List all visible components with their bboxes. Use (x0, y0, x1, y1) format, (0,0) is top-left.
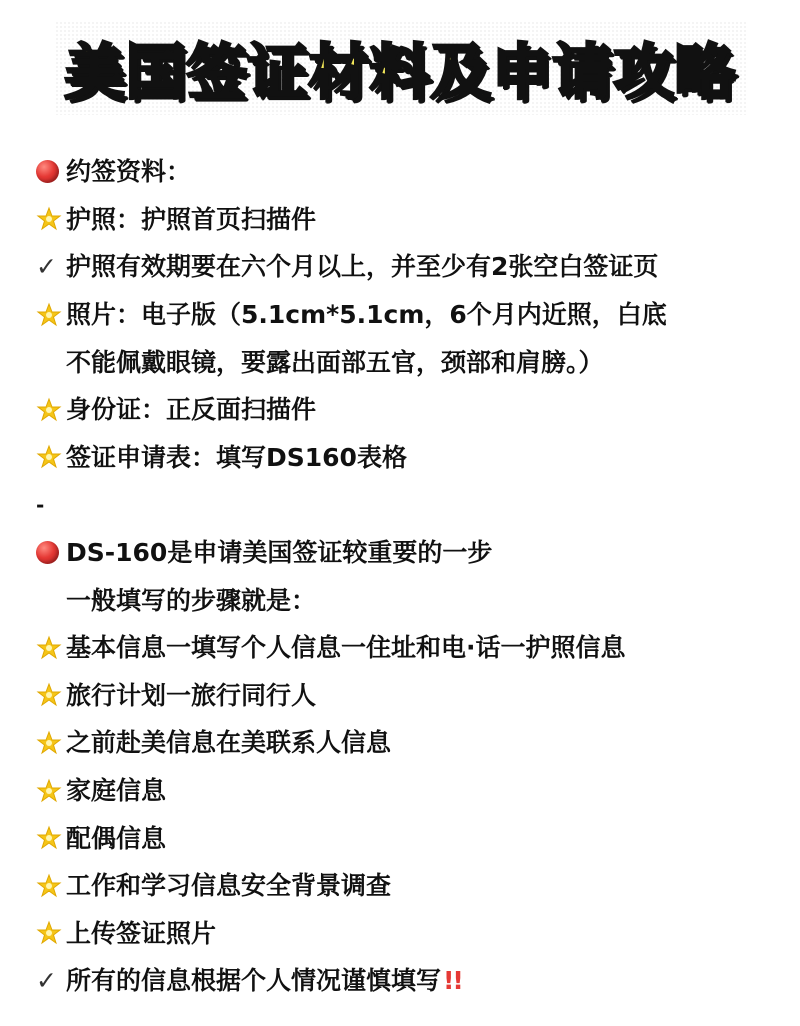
glowing-star-icon (36, 778, 66, 804)
step-line (36, 624, 776, 672)
passport-item: 护照：护照首页扫描件 (66, 204, 317, 234)
step-line (36, 767, 776, 815)
step-item: 基本信息一填写个人信息一住址和电·话一护照信息 (66, 633, 626, 663)
glowing-star-icon (36, 444, 66, 470)
ds160-heading: DS-160是申请美国签证较重要的一步 (66, 538, 493, 568)
passport-line (36, 196, 776, 244)
divider-text: - (36, 492, 45, 517)
glowing-star-icon (36, 635, 66, 661)
red-dot-icon (36, 160, 66, 183)
glowing-star-icon (36, 302, 66, 328)
check-mark-icon: ✓ (36, 252, 57, 282)
step-item: 家庭信息 (66, 776, 167, 806)
appointment-heading-line (36, 148, 776, 196)
double-exclamation-icon: !! (443, 966, 462, 996)
step-item: 上传签证照片 (66, 918, 217, 948)
appointment-heading: 约签资料： (66, 157, 192, 187)
page-title: 美国签证材料及申请攻略 (55, 21, 746, 115)
header (0, 18, 800, 118)
passport-note: 护照有效期要在六个月以上，并至少有2张空白签证页 (66, 252, 659, 282)
photo-line-continued (36, 338, 776, 386)
id-card-item: 身份证：正反面扫描件 (66, 395, 317, 425)
document-body (36, 148, 776, 1005)
glowing-star-icon (36, 825, 66, 851)
glowing-star-icon (36, 873, 66, 899)
check-mark-icon: ✓ (36, 966, 57, 996)
step-item: 配偶信息 (66, 823, 167, 853)
glowing-star-icon (36, 920, 66, 946)
step-item: 旅行计划一旅行同行人 (66, 680, 317, 710)
step-line (36, 719, 776, 767)
glowing-star-icon (36, 682, 66, 708)
final-note: 所有的信息根据个人情况谨慎填写 (66, 966, 442, 996)
glowing-star-icon (36, 730, 66, 756)
final-note-line (36, 957, 776, 1005)
step-line (36, 862, 776, 910)
photo-item: 照片：电子版（5.1cm*5.1cm，6个月内近照，白底 (66, 300, 667, 330)
step-line (36, 814, 776, 862)
ds160-subheading-line (36, 576, 776, 624)
step-line (36, 910, 776, 958)
red-dot-icon (36, 541, 66, 564)
step-item: 之前赴美信息在美联系人信息 (66, 728, 392, 758)
divider (36, 481, 776, 529)
step-line (36, 672, 776, 720)
photo-item-continued: 不能佩戴眼镜，要露出面部五官，颈部和肩膀。） (66, 347, 604, 377)
photo-line (36, 291, 776, 339)
visa-form-line (36, 434, 776, 482)
glowing-star-icon (36, 206, 66, 232)
id-card-line (36, 386, 776, 434)
glowing-star-icon (36, 397, 66, 423)
step-item: 工作和学习信息安全背景调查 (66, 871, 392, 901)
ds160-heading-line (36, 529, 776, 577)
passport-note-line (36, 243, 776, 291)
visa-form-item: 签证申请表：填写DS160表格 (66, 442, 407, 472)
ds160-subheading: 一般填写的步骤就是： (66, 585, 317, 615)
